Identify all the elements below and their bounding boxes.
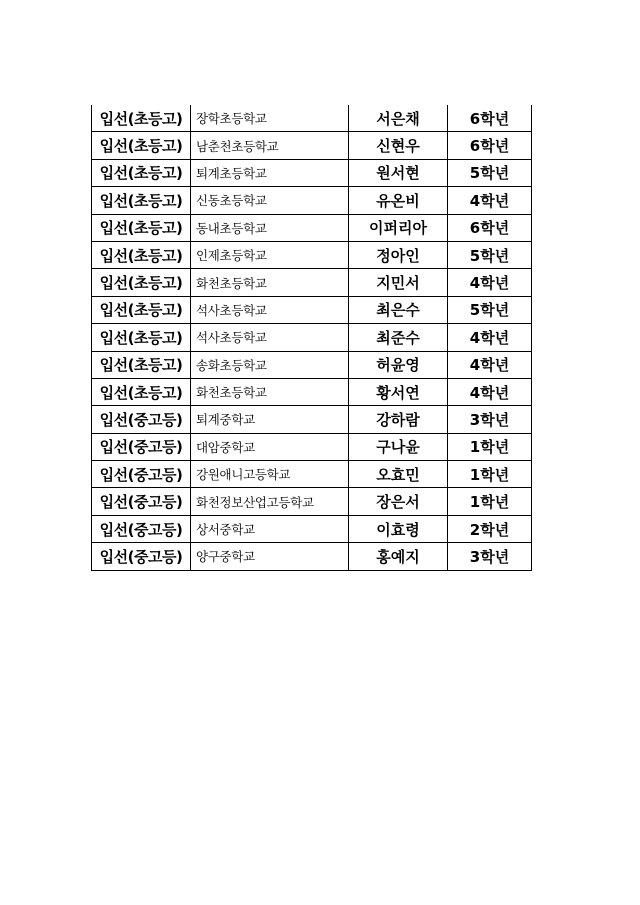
grade-cell: 1학년 <box>448 488 532 515</box>
school-cell: 석사초등학교 <box>191 296 349 323</box>
name-cell: 최준수 <box>349 324 448 351</box>
name-cell: 정아인 <box>349 241 448 268</box>
table-row <box>92 406 532 433</box>
award-cell: 입선(초등고) <box>92 105 191 132</box>
school-cell: 퇴계초등학교 <box>191 159 349 186</box>
name-cell: 장은서 <box>349 488 448 515</box>
grade-cell: 6학년 <box>448 214 532 241</box>
table-row <box>92 105 532 132</box>
table-row <box>92 433 532 460</box>
table-row <box>92 488 532 515</box>
school-cell: 인제초등학교 <box>191 241 349 268</box>
grade-cell: 5학년 <box>448 296 532 323</box>
grade-cell: 1학년 <box>448 461 532 488</box>
name-cell: 최은수 <box>349 296 448 323</box>
table-row <box>92 378 532 405</box>
school-cell: 양구중학교 <box>191 543 349 570</box>
grade-cell: 4학년 <box>448 351 532 378</box>
award-cell: 입선(초등고) <box>92 324 191 351</box>
table-row <box>92 515 532 542</box>
award-cell: 입선(초등고) <box>92 351 191 378</box>
table-row <box>92 461 532 488</box>
name-cell: 이효령 <box>349 515 448 542</box>
award-rows <box>92 105 532 570</box>
award-cell: 입선(중고등) <box>92 543 191 570</box>
award-cell: 입선(초등고) <box>92 214 191 241</box>
school-cell: 송화초등학교 <box>191 351 349 378</box>
name-cell: 허윤영 <box>349 351 448 378</box>
grade-cell: 5학년 <box>448 159 532 186</box>
name-cell: 구나윤 <box>349 433 448 460</box>
table-row <box>92 351 532 378</box>
school-cell: 신동초등학교 <box>191 187 349 214</box>
table-row <box>92 241 532 268</box>
grade-cell: 4학년 <box>448 187 532 214</box>
table-row <box>92 296 532 323</box>
award-cell: 입선(초등고) <box>92 296 191 323</box>
grade-cell: 1학년 <box>448 433 532 460</box>
name-cell: 서은채 <box>349 105 448 132</box>
school-cell: 화천정보산업고등학교 <box>191 488 349 515</box>
award-cell: 입선(중고등) <box>92 461 191 488</box>
name-cell: 강하람 <box>349 406 448 433</box>
grade-cell: 4학년 <box>448 269 532 296</box>
grade-cell: 2학년 <box>448 515 532 542</box>
table-row <box>92 187 532 214</box>
table-row <box>92 159 532 186</box>
name-cell: 홍예지 <box>349 543 448 570</box>
award-cell: 입선(초등고) <box>92 132 191 159</box>
award-cell: 입선(초등고) <box>92 269 191 296</box>
school-cell: 석사초등학교 <box>191 324 349 351</box>
award-cell: 입선(중고등) <box>92 488 191 515</box>
school-cell: 퇴계중학교 <box>191 406 349 433</box>
table-row <box>92 324 532 351</box>
school-cell: 화천초등학교 <box>191 269 349 296</box>
award-cell: 입선(초등고) <box>92 241 191 268</box>
grade-cell: 6학년 <box>448 132 532 159</box>
name-cell: 이퍼리아 <box>349 214 448 241</box>
grade-cell: 4학년 <box>448 324 532 351</box>
name-cell: 신현우 <box>349 132 448 159</box>
grade-cell: 5학년 <box>448 241 532 268</box>
school-cell: 대암중학교 <box>191 433 349 460</box>
grade-cell: 3학년 <box>448 406 532 433</box>
table-row <box>92 543 532 570</box>
award-cell: 입선(중고등) <box>92 515 191 542</box>
table-row <box>92 214 532 241</box>
school-cell: 남춘천초등학교 <box>191 132 349 159</box>
school-cell: 상서중학교 <box>191 515 349 542</box>
award-cell: 입선(중고등) <box>92 406 191 433</box>
grade-cell: 3학년 <box>448 543 532 570</box>
school-cell: 강원애니고등학교 <box>191 461 349 488</box>
name-cell: 지민서 <box>349 269 448 296</box>
award-winners-table <box>91 105 532 571</box>
school-cell: 동내초등학교 <box>191 214 349 241</box>
name-cell: 오효민 <box>349 461 448 488</box>
school-cell: 장학초등학교 <box>191 105 349 132</box>
table-row <box>92 269 532 296</box>
award-cell: 입선(초등고) <box>92 187 191 214</box>
grade-cell: 6학년 <box>448 105 532 132</box>
name-cell: 황서연 <box>349 378 448 405</box>
school-cell: 화천초등학교 <box>191 378 349 405</box>
table-row <box>92 132 532 159</box>
award-cell: 입선(초등고) <box>92 378 191 405</box>
award-cell: 입선(중고등) <box>92 433 191 460</box>
name-cell: 원서현 <box>349 159 448 186</box>
name-cell: 유온비 <box>349 187 448 214</box>
grade-cell: 4학년 <box>448 378 532 405</box>
award-cell: 입선(초등고) <box>92 159 191 186</box>
